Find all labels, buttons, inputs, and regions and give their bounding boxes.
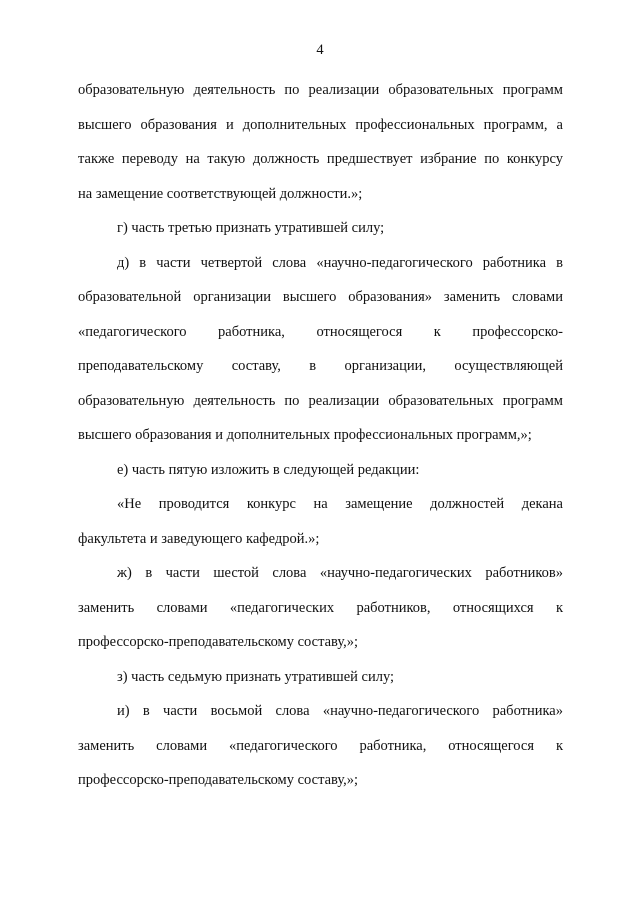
text-line: образовательной организации высшего образования» заменить словами — [78, 289, 563, 305]
text-line: г) часть третью признать утратившей силу; — [117, 220, 385, 236]
text-line: образовательную деятельность по реализации образовательных программ — [78, 392, 563, 409]
text-line: заменить словами «педагогических работников, относящихся к — [78, 599, 563, 616]
text-line: з) часть седьмую признать утратившей силу; — [117, 668, 395, 685]
text-line: профессорско-преподавательскому составу,»; — [78, 634, 359, 650]
text-line: преподавательскому составу, в организации, осуществляющей — [78, 358, 563, 374]
text-line: профессорско-преподавательскому составу,»; — [78, 772, 359, 788]
text-line: заменить словами «педагогического работника, относящегося к — [78, 737, 563, 754]
text-line: ж) в части шестой слова «научно-педагогических работников» — [117, 565, 563, 581]
text-line: на замещение соответствующей должности.»; — [78, 185, 363, 202]
text-line: факультета и заведующего кафедрой.»; — [78, 530, 320, 547]
text-line: высшего образования и дополнительных профессиональных программ,»; — [78, 427, 532, 443]
text-line: «педагогического работника, относящегося к профессорско- — [78, 323, 563, 340]
text-line: высшего образования и дополнительных профессиональных программ, а — [78, 116, 563, 133]
document-body — [78, 73, 563, 798]
text-line: также переводу на такую должность предшествует избрание по конкурсу — [78, 151, 563, 167]
page-number: 4 — [316, 42, 324, 58]
text-line: е) часть пятую изложить в следующей редакции: — [117, 461, 420, 478]
text-line: «Не проводится конкурс на замещение должностей декана — [117, 496, 563, 512]
text-line: д) в части четвертой слова «научно-педагогического работника в — [117, 254, 563, 271]
text-line: образовательную деятельность по реализации образовательных программ — [78, 82, 563, 98]
text-line: и) в части восьмой слова «научно-педагогического работника» — [117, 703, 563, 719]
